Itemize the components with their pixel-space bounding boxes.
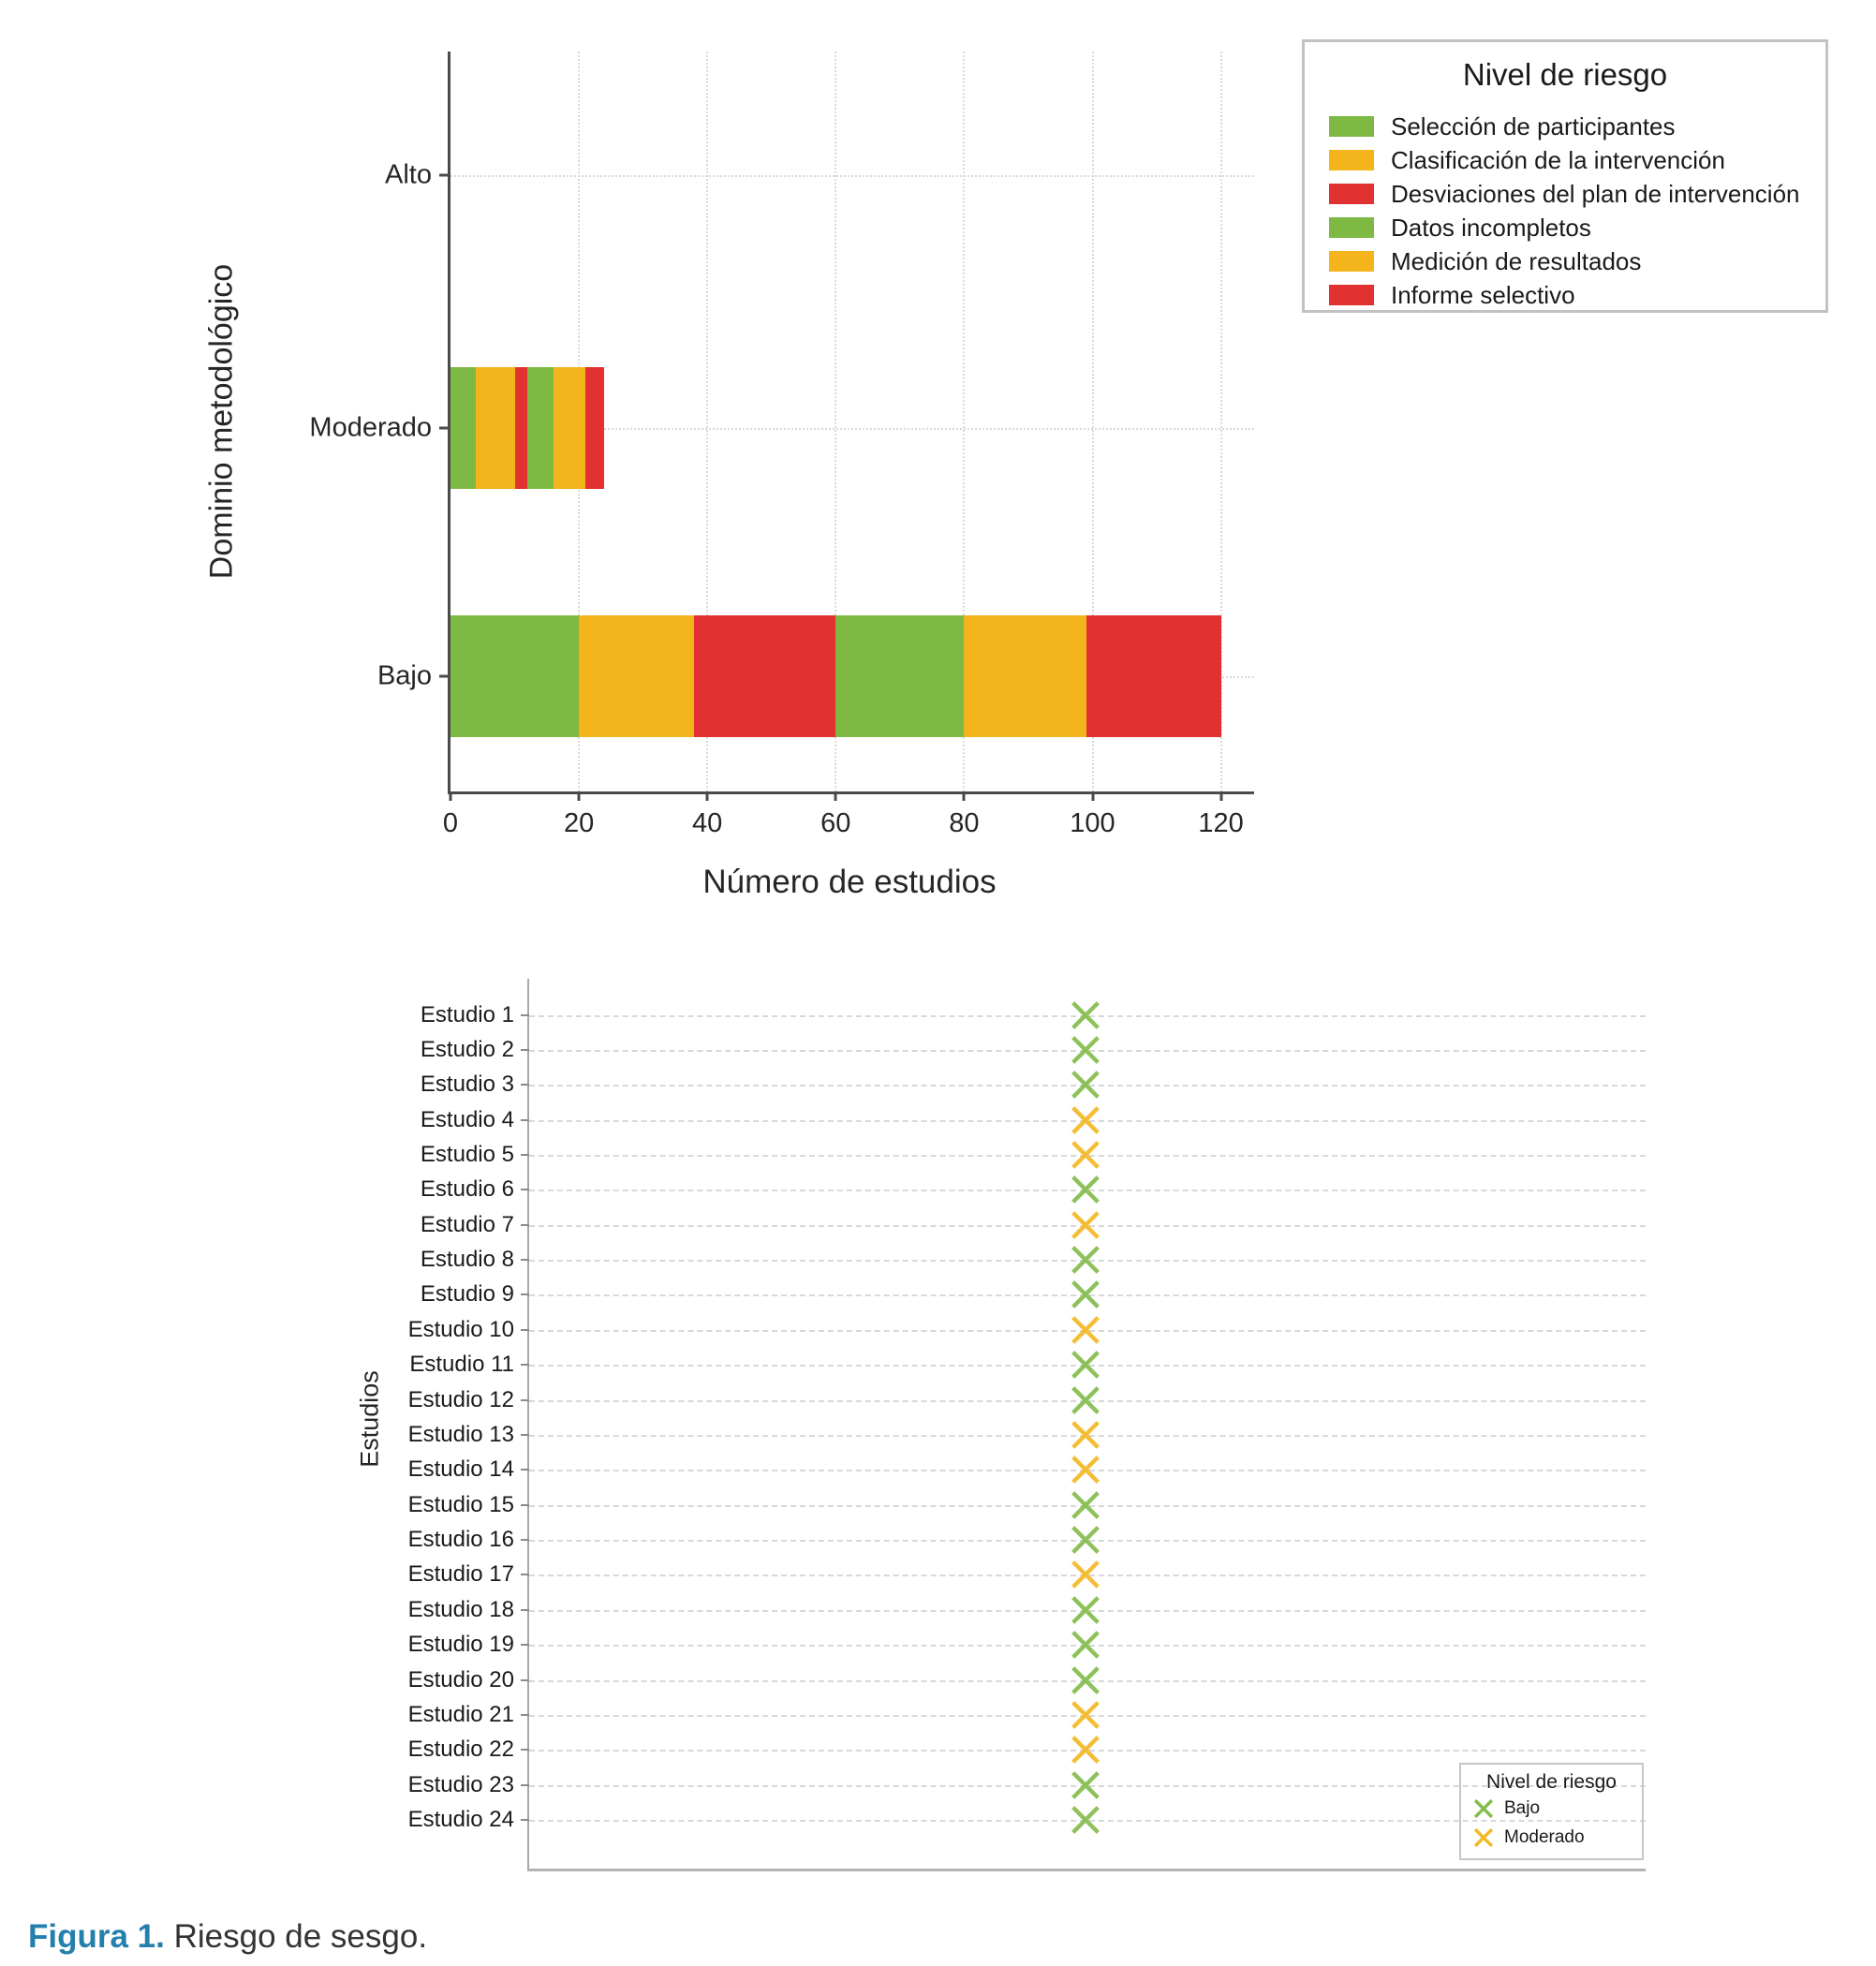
study-axis-tick bbox=[521, 1644, 529, 1646]
legend-item bbox=[1461, 1794, 1642, 1823]
x-tick-label: 20 bbox=[563, 808, 595, 838]
study-label: Estudio 10 bbox=[407, 1316, 514, 1342]
study-axis-tick bbox=[521, 1364, 529, 1366]
study-label: Estudio 1 bbox=[420, 1001, 514, 1027]
y-axis-tick bbox=[439, 174, 451, 177]
domain-chart-plot-area bbox=[309, 52, 1254, 838]
study-label: Estudio 24 bbox=[407, 1807, 514, 1832]
risk-marker-bajo bbox=[1069, 1523, 1102, 1557]
study-axis-tick bbox=[521, 1189, 529, 1190]
study-axis-tick bbox=[521, 1154, 529, 1156]
x-axis-tick bbox=[706, 791, 709, 801]
x-axis-tick bbox=[578, 791, 581, 801]
study-axis-tick bbox=[521, 1784, 529, 1786]
stacked-bar-moderado bbox=[451, 367, 605, 489]
x-tick-label: 0 bbox=[442, 808, 459, 838]
study-axis-tick bbox=[521, 1014, 529, 1016]
study-axis-tick bbox=[521, 1574, 529, 1575]
studies-legend-items bbox=[1461, 1794, 1642, 1852]
legend-swatch bbox=[1329, 150, 1374, 170]
risk-marker-moderado bbox=[1069, 1558, 1102, 1591]
risk-marker-moderado bbox=[1069, 1698, 1102, 1732]
risk-marker-bajo bbox=[1069, 1768, 1102, 1802]
study-label: Estudio 9 bbox=[420, 1281, 514, 1308]
study-label: Estudio 22 bbox=[407, 1737, 514, 1763]
risk-marker-bajo bbox=[1069, 998, 1102, 1032]
y-axis-tick bbox=[439, 427, 451, 430]
risk-marker-bajo bbox=[1069, 1033, 1102, 1067]
legend-item-label: Moderado bbox=[1504, 1826, 1585, 1847]
risk-level-legend-items bbox=[1305, 110, 1825, 312]
study-label: Estudio 20 bbox=[407, 1666, 514, 1693]
study-label: Estudio 18 bbox=[407, 1596, 514, 1622]
legend-item bbox=[1305, 211, 1825, 244]
study-label: Estudio 11 bbox=[409, 1352, 514, 1378]
study-axis-tick bbox=[521, 1399, 529, 1401]
bar-segment bbox=[451, 615, 579, 737]
bar-segment bbox=[835, 615, 964, 737]
study-axis-tick bbox=[521, 1224, 529, 1226]
x-axis-tick bbox=[1091, 791, 1094, 801]
y-gridline bbox=[451, 175, 1254, 177]
legend-item-label: Clasificación de la intervención bbox=[1391, 145, 1725, 174]
study-label: Estudio 14 bbox=[407, 1456, 514, 1483]
study-axis-tick bbox=[521, 1539, 529, 1541]
legend-item bbox=[1305, 278, 1825, 312]
study-axis-tick bbox=[521, 1504, 529, 1506]
study-axis-tick bbox=[521, 1049, 529, 1051]
bar-segment bbox=[579, 615, 694, 737]
legend-x-marker-glyph bbox=[1472, 1826, 1495, 1849]
legend-item-label: Desviaciones del plan de intervención bbox=[1391, 179, 1800, 208]
study-axis-tick bbox=[521, 1119, 529, 1121]
risk-marker-bajo bbox=[1069, 1173, 1102, 1206]
study-axis-tick bbox=[521, 1819, 529, 1821]
risk-marker-moderado bbox=[1069, 1103, 1102, 1137]
bar-segment bbox=[515, 367, 528, 489]
risk-marker-moderado bbox=[1069, 1453, 1102, 1486]
risk-marker-moderado bbox=[1069, 1208, 1102, 1242]
risk-level-legend bbox=[1302, 39, 1828, 313]
studies-legend-title: Nivel de riesgo bbox=[1486, 1771, 1617, 1793]
risk-marker-bajo bbox=[1069, 1278, 1102, 1311]
legend-item-label: Datos incompletos bbox=[1391, 213, 1591, 242]
risk-marker-bajo bbox=[1069, 1593, 1102, 1627]
figure-caption-label: Figura 1. bbox=[28, 1918, 165, 1955]
legend-item-label: Selección de participantes bbox=[1391, 111, 1676, 140]
study-axis-tick bbox=[521, 1609, 529, 1611]
studies-chart-plot-area bbox=[407, 979, 1646, 1871]
study-label: Estudio 5 bbox=[420, 1141, 514, 1167]
bar-segment bbox=[527, 367, 553, 489]
bar-segment bbox=[1086, 615, 1221, 737]
legend-item bbox=[1305, 143, 1825, 177]
x-tick-label: 40 bbox=[692, 808, 723, 838]
study-axis-tick bbox=[521, 1469, 529, 1471]
legend-item bbox=[1305, 177, 1825, 211]
category-label: Alto bbox=[385, 159, 432, 190]
study-label: Estudio 23 bbox=[407, 1771, 514, 1797]
risk-marker-bajo bbox=[1069, 1628, 1102, 1662]
x-tick-label: 120 bbox=[1198, 808, 1244, 838]
study-label: Estudio 6 bbox=[420, 1176, 514, 1203]
risk-marker-moderado bbox=[1069, 1733, 1102, 1766]
study-label: Estudio 2 bbox=[420, 1036, 514, 1062]
bar-segment bbox=[694, 615, 835, 737]
study-label: Estudio 7 bbox=[420, 1211, 514, 1237]
domain-chart-xlabel: Número de estudios bbox=[702, 864, 997, 900]
x-tick-label: 60 bbox=[820, 808, 851, 838]
risk-level-legend-title: Nivel de riesgo bbox=[1462, 57, 1668, 92]
study-axis-tick bbox=[521, 1679, 529, 1681]
legend-item bbox=[1305, 244, 1825, 278]
study-axis-tick bbox=[521, 1259, 529, 1261]
legend-item-label: Bajo bbox=[1504, 1797, 1541, 1818]
risk-marker-moderado bbox=[1069, 1418, 1102, 1452]
legend-item bbox=[1461, 1823, 1642, 1852]
studies-legend bbox=[1459, 1763, 1644, 1860]
figure-caption-text: Riesgo de sesgo. bbox=[164, 1918, 428, 1955]
risk-marker-bajo bbox=[1069, 1348, 1102, 1382]
risk-marker-bajo bbox=[1069, 1068, 1102, 1101]
x-axis-tick bbox=[1219, 791, 1222, 801]
study-axis-tick bbox=[521, 1329, 529, 1331]
study-axis-tick bbox=[521, 1084, 529, 1086]
study-axis-tick bbox=[521, 1749, 529, 1751]
domain-chart-ylabel: Dominio metodológico bbox=[203, 263, 240, 580]
legend-swatch bbox=[1329, 285, 1374, 305]
study-axis-tick bbox=[521, 1434, 529, 1436]
study-label: Estudio 19 bbox=[407, 1632, 514, 1658]
study-label: Estudio 12 bbox=[407, 1386, 514, 1412]
study-label: Estudio 16 bbox=[407, 1527, 514, 1553]
category-label: Moderado bbox=[309, 412, 432, 443]
study-label: Estudio 15 bbox=[407, 1491, 514, 1517]
x-axis-tick bbox=[963, 791, 966, 801]
study-label: Estudio 17 bbox=[407, 1561, 514, 1588]
studies-chart-ylabel: Estudios bbox=[355, 1370, 384, 1468]
x-axis-tick bbox=[835, 791, 837, 801]
risk-marker-bajo bbox=[1069, 1663, 1102, 1697]
study-label: Estudio 3 bbox=[420, 1072, 514, 1098]
stacked-bar-bajo bbox=[451, 615, 1221, 737]
bar-segment bbox=[554, 367, 585, 489]
legend-x-marker bbox=[1472, 1826, 1495, 1849]
y-axis-tick bbox=[439, 675, 451, 678]
x-tick-label: 100 bbox=[1070, 808, 1115, 838]
legend-x-marker bbox=[1472, 1797, 1495, 1820]
legend-swatch bbox=[1329, 116, 1374, 137]
risk-marker-bajo bbox=[1069, 1383, 1102, 1417]
legend-swatch bbox=[1329, 217, 1374, 238]
x-tick-label: 80 bbox=[949, 808, 980, 838]
study-axis-tick bbox=[521, 1714, 529, 1716]
figure-caption bbox=[28, 1918, 427, 1956]
legend-swatch bbox=[1329, 184, 1374, 204]
risk-marker-bajo bbox=[1069, 1488, 1102, 1522]
x-axis-tick bbox=[450, 791, 452, 801]
legend-item-label: Medición de resultados bbox=[1391, 246, 1642, 275]
study-label: Estudio 13 bbox=[407, 1421, 514, 1447]
risk-marker-moderado bbox=[1069, 1313, 1102, 1347]
legend-item-label: Informe selectivo bbox=[1391, 280, 1575, 309]
study-label: Estudio 8 bbox=[420, 1247, 514, 1273]
study-axis-tick bbox=[521, 1293, 529, 1295]
legend-x-marker-glyph bbox=[1472, 1797, 1495, 1820]
category-label: Bajo bbox=[377, 660, 432, 691]
legend-item bbox=[1305, 110, 1825, 143]
bar-segment bbox=[585, 367, 605, 489]
bar-segment bbox=[451, 367, 476, 489]
bar-segment bbox=[476, 367, 514, 489]
risk-marker-moderado bbox=[1069, 1138, 1102, 1172]
study-label: Estudio 21 bbox=[407, 1701, 514, 1727]
study-label: Estudio 4 bbox=[420, 1106, 514, 1132]
legend-swatch bbox=[1329, 251, 1374, 272]
risk-marker-bajo bbox=[1069, 1803, 1102, 1837]
bar-segment bbox=[964, 615, 1086, 737]
risk-marker-bajo bbox=[1069, 1243, 1102, 1277]
